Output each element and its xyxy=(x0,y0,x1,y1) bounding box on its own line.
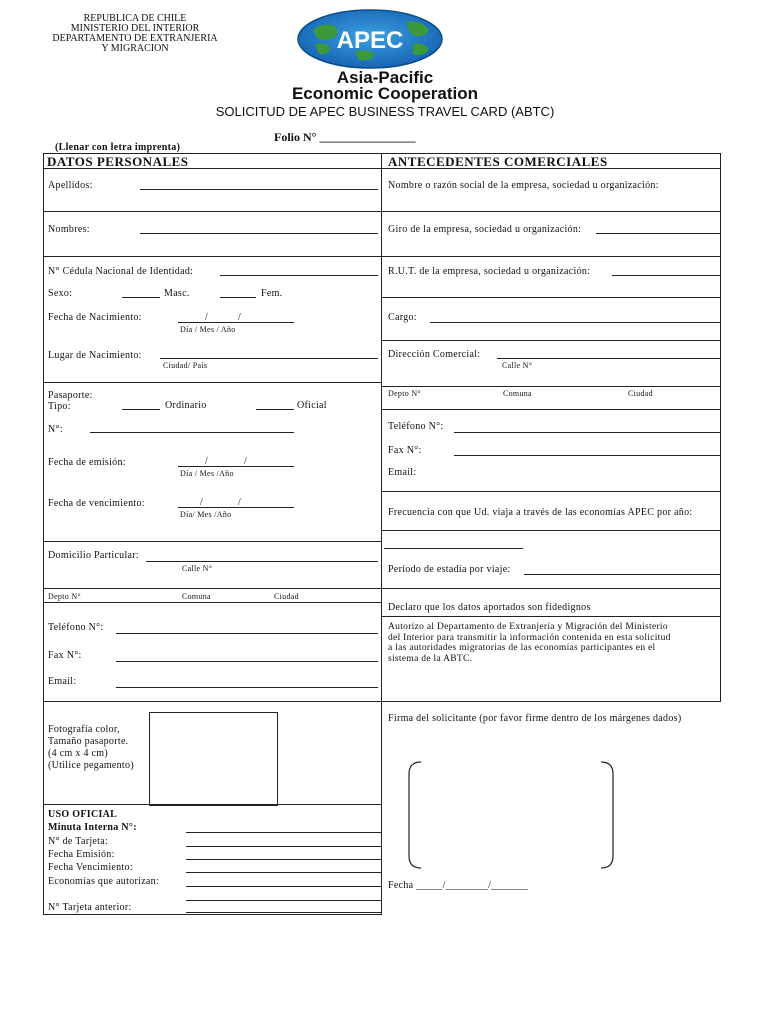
frame-bottom-left xyxy=(43,914,381,915)
fecha-firma-label: Fecha _____/________/_______ xyxy=(388,880,529,891)
masc-label: Masc. xyxy=(164,288,190,299)
fax-label: Fax N°: xyxy=(388,445,422,456)
ciudad-pais-hint: Ciudad/ País xyxy=(163,361,208,370)
oficial-label: Oficial xyxy=(297,400,327,411)
autorizo-line-4: sistema de la ABTC. xyxy=(388,653,473,664)
signature-area[interactable] xyxy=(405,760,635,870)
date-format-hint: Día/ Mes /Año xyxy=(180,510,232,519)
telefono-label: Teléfono N°: xyxy=(48,622,104,633)
vencimiento-field[interactable] xyxy=(186,872,381,873)
economias-field-2[interactable] xyxy=(186,900,381,901)
row-divider xyxy=(43,541,381,542)
firma-label: Firma del solicitante (por favor firme dentro de los márgenes dados) xyxy=(388,713,682,724)
lugar-nac-field[interactable] xyxy=(160,358,378,359)
foto-line-3: (4 cm x 4 cm) xyxy=(48,748,108,759)
comuna-hint: Comuna xyxy=(503,389,532,398)
autorizo-line-3: a las autoridades migratorias de las economías participantes en el xyxy=(388,643,656,653)
row-divider xyxy=(381,491,721,492)
fem-label: Fem. xyxy=(261,288,283,299)
frame-right xyxy=(720,153,721,701)
emision-label: Fecha Emisión: xyxy=(48,849,115,860)
direccion-label: Dirección Comercial: xyxy=(388,349,481,360)
row-divider xyxy=(381,409,721,410)
tarjeta-anterior-field[interactable] xyxy=(186,912,381,913)
vencimiento-label: Fecha Vencimiento: xyxy=(48,862,133,873)
row-divider xyxy=(381,386,721,387)
ciudad-hint: Ciudad xyxy=(274,592,299,601)
email-field[interactable] xyxy=(116,687,378,688)
comuna-hint: Comuna xyxy=(182,592,211,601)
cargo-field[interactable] xyxy=(430,322,720,323)
frecuencia-label: Frecuencia con que Ud. viaja a través de las economías APEC por año: xyxy=(388,507,693,518)
domicilio-label: Domicilio Particular: xyxy=(48,550,140,561)
org-line-2: Economic Cooperation xyxy=(291,84,479,103)
depto-hint: Depto N° xyxy=(388,389,421,398)
lugar-nac-label: Lugar de Nacimiento: xyxy=(48,350,142,361)
tarjeta-field[interactable] xyxy=(186,846,381,847)
telefono-field[interactable] xyxy=(116,633,378,634)
apellidos-field[interactable] xyxy=(140,189,378,190)
fecha-venc-field[interactable] xyxy=(178,507,294,508)
periodo-label: Período de estadía por viaje: xyxy=(388,564,511,575)
foto-line-4: (Utilice pegamento) xyxy=(48,760,134,771)
row-divider xyxy=(43,701,721,702)
header-line-1: REPUBLICA DE CHILE xyxy=(83,13,187,24)
date-slash: / xyxy=(244,456,248,467)
telefono-field[interactable] xyxy=(454,432,720,433)
sexo-label: Sexo: xyxy=(48,288,73,299)
email-label: Email: xyxy=(388,467,417,478)
nombres-field[interactable] xyxy=(140,233,378,234)
date-format-hint: Día / Mes / Año xyxy=(180,325,236,334)
org-line-1: Asia-Pacific xyxy=(336,68,434,87)
org-name xyxy=(255,70,515,102)
telefono-label: Teléfono N°: xyxy=(388,421,444,432)
folio-label: Folio N° ________________ xyxy=(274,130,416,144)
tarjeta-anterior-label: N° Tarjeta anterior: xyxy=(48,902,132,913)
header-line-2: MINISTERIO DEL INTERIOR xyxy=(70,23,200,34)
oficial-field[interactable] xyxy=(256,409,294,410)
cedula-field[interactable] xyxy=(220,275,378,276)
economias-field[interactable] xyxy=(186,886,381,887)
fecha-emision-field[interactable] xyxy=(178,466,294,467)
date-slash: / xyxy=(200,497,204,508)
row-divider xyxy=(381,588,721,589)
rut-field[interactable] xyxy=(612,275,720,276)
apec-logo-icon xyxy=(295,8,445,70)
fax-label: Fax N°: xyxy=(48,650,82,661)
row-divider xyxy=(43,602,381,603)
row-divider xyxy=(43,588,381,589)
depto-hint: Depto N° xyxy=(48,592,81,601)
row-divider xyxy=(43,211,381,212)
ministry-header xyxy=(40,14,230,54)
calle-hint: Calle N° xyxy=(502,361,533,370)
giro-label: Giro de la empresa, sociedad u organización: xyxy=(388,224,582,235)
header-line-4: Y MIGRACION xyxy=(101,43,169,54)
email-label: Email: xyxy=(48,676,77,687)
frame-middle xyxy=(381,153,382,915)
frame-left xyxy=(43,153,44,915)
masc-field[interactable] xyxy=(122,297,160,298)
pasaporte-label: Pasaporte: xyxy=(48,390,93,401)
cedula-label: N° Cédula Nacional de Identidad: xyxy=(48,266,194,277)
cargo-label: Cargo: xyxy=(388,312,417,323)
declaro-label: Declaro que los datos aportados son fidedignos xyxy=(388,602,591,613)
giro-field[interactable] xyxy=(596,233,720,234)
pasaporte-numero-label: N°: xyxy=(48,424,63,435)
row-divider xyxy=(381,530,721,531)
personal-heading: DATOS PERSONALES xyxy=(47,154,189,169)
frecuencia-field[interactable] xyxy=(384,548,523,549)
fem-field[interactable] xyxy=(220,297,256,298)
emision-field[interactable] xyxy=(186,859,381,860)
fecha-venc-label: Fecha de vencimiento: xyxy=(48,498,145,509)
row-divider xyxy=(381,297,721,298)
header-line-3: DEPARTAMENTO DE EXTRANJERIA xyxy=(52,33,218,44)
ordinario-field[interactable] xyxy=(122,409,160,410)
nombre-empresa-label: Nombre o razón social de la empresa, sociedad u organización: xyxy=(388,180,659,191)
foto-instructions xyxy=(48,724,134,772)
date-slash: / xyxy=(238,312,242,323)
logo-text: APEC xyxy=(336,27,404,54)
domicilio-field[interactable] xyxy=(146,561,378,562)
date-format-hint: Día / Mes /Año xyxy=(180,469,234,478)
ordinario-label: Ordinario xyxy=(165,400,207,411)
autorizo-line-1: Autorizo al Departamento de Extranjería y Migración del Ministerio xyxy=(388,622,668,632)
foto-line-2: Tamaño pasaporte. xyxy=(48,736,129,747)
economias-label: Economías que autorizan: xyxy=(48,876,160,887)
periodo-field[interactable] xyxy=(524,574,720,575)
nombres-label: Nombres: xyxy=(48,224,90,235)
instructions: (Llenar con letra imprenta) xyxy=(55,142,181,153)
row-divider xyxy=(381,340,721,341)
date-slash: / xyxy=(205,456,209,467)
apellidos-label: Apellidos: xyxy=(48,180,93,191)
minuta-field[interactable] xyxy=(186,832,381,833)
fax-field[interactable] xyxy=(116,661,378,662)
minuta-label: Minuta Interna N°: xyxy=(48,822,137,833)
ciudad-hint: Ciudad xyxy=(628,389,653,398)
fecha-nac-field[interactable] xyxy=(178,322,294,323)
fax-field[interactable] xyxy=(454,455,720,456)
autorizo-text xyxy=(388,622,671,664)
fecha-nac-label: Fecha de Nacimiento: xyxy=(48,312,142,323)
row-divider xyxy=(381,256,721,257)
calle-hint: Calle N° xyxy=(182,564,213,573)
autorizo-line-2: del Interior para transmitir la información contenida en esta solicitud xyxy=(388,632,671,643)
uso-oficial-heading: USO OFICIAL xyxy=(48,809,118,820)
fecha-emision-label: Fecha de emisión: xyxy=(48,457,126,468)
row-divider xyxy=(43,804,381,805)
form-title: SOLICITUD DE APEC BUSINESS TRAVEL CARD (ABTC) xyxy=(215,104,555,119)
row-divider xyxy=(43,382,381,383)
tipo-label: Tipo: xyxy=(48,401,71,412)
row-divider xyxy=(381,211,721,212)
date-slash: / xyxy=(205,312,209,323)
row-divider xyxy=(381,616,721,617)
commercial-heading: ANTECEDENTES COMERCIALES xyxy=(388,154,608,169)
photo-box[interactable] xyxy=(149,712,278,806)
rut-label: R.U.T. de la empresa, sociedad u organización: xyxy=(388,266,591,277)
tarjeta-label: N° de Tarjeta: xyxy=(48,836,109,847)
date-slash: / xyxy=(238,497,242,508)
pasaporte-numero-field[interactable] xyxy=(90,432,294,433)
direccion-field[interactable] xyxy=(497,358,720,359)
foto-line-1: Fotografía color, xyxy=(48,724,120,735)
row-divider xyxy=(43,256,381,257)
